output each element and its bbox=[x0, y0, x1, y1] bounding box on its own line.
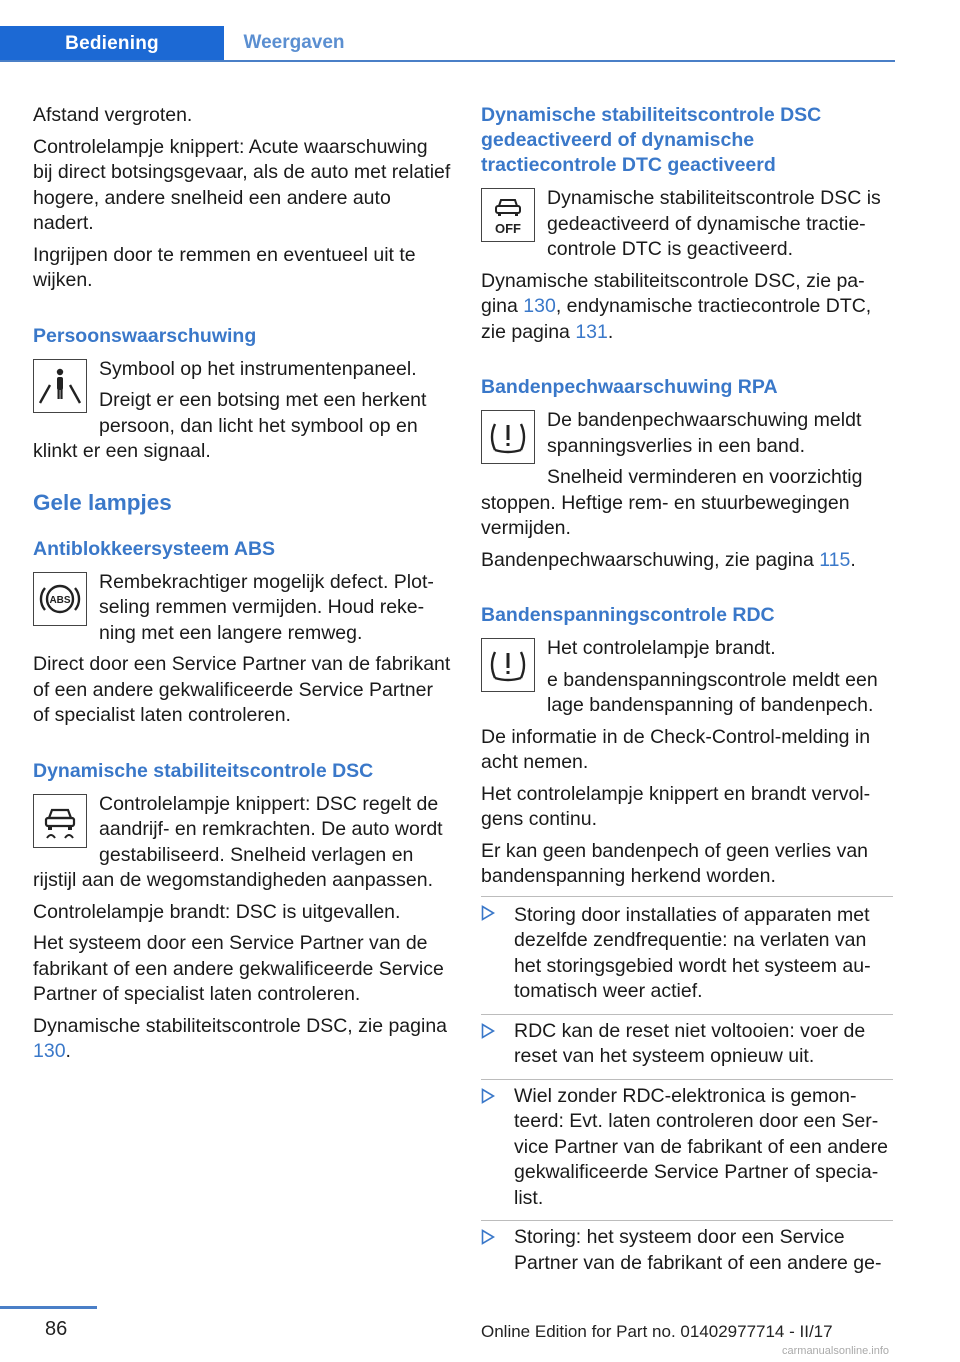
left-column bbox=[33, 103, 451, 1071]
paragraph: Controlelampje knippert: DSC regelt de aandrijf- en remkrachten. De auto wordt gestabiliseerd. Snelheid verlagen en rijstijl aan de wegomstandigheden aanpassen. bbox=[33, 792, 443, 891]
triangle-bullet-icon bbox=[481, 1023, 495, 1039]
tab-weergaven[interactable]: Weergaven bbox=[243, 32, 345, 53]
paragraph: Controlelampje knippert: Acute waarschuwing bij direct botsingsgevaar, als de auto met relatief hogere, andere snelheid een andere auto nadert. bbox=[33, 135, 451, 234]
paragraph: Dreigt er een botsing met een herkent persoon, dan licht het symbool op en klinkt er een signaal. bbox=[33, 389, 427, 462]
page-link-130[interactable]: 130 bbox=[523, 295, 556, 317]
paragraph-with-link: Dynamische stabiliteitscontrole DSC, zie pagina 130. bbox=[33, 1014, 448, 1062]
paragraph: e bandenspanningscontrole meldt een lage bandenspanning of bandenpech. bbox=[547, 668, 878, 716]
paragraph: Het controlelampje brandt. bbox=[547, 637, 776, 659]
watermark: carmanualsonline.info bbox=[782, 1345, 890, 1357]
page-number: 86 bbox=[45, 1318, 68, 1340]
dsc-off-icon bbox=[481, 188, 535, 242]
triangle-bullet-icon bbox=[481, 1088, 495, 1104]
paragraph: Ingrijpen door te remmen en eventueel uit te wijken. bbox=[33, 243, 416, 291]
list-item: Wiel zonder RDC-elektronica is gemonteerd: Evt. laten controleren door een Service Partner van de fabrikant of een andere gekwalificeerde Service Partner of specialist. bbox=[481, 1079, 893, 1221]
header-tabs bbox=[0, 26, 895, 62]
paragraph: Direct door een Service Partner van de fabrikant of een andere gekwalificeerde Service Partner of specialist laten controleren. bbox=[33, 653, 451, 726]
page-link-131[interactable]: 131 bbox=[575, 320, 608, 343]
svg-text:ABS: ABS bbox=[49, 594, 71, 606]
header-rule bbox=[0, 60, 895, 62]
section-heading-abs: Antiblokkeersysteem ABS bbox=[33, 537, 276, 560]
footer-rule bbox=[0, 1306, 97, 1309]
section-heading-rpa: Bandenpechwaarschuwing RPA bbox=[481, 376, 778, 398]
tire-warning-icon bbox=[481, 638, 535, 692]
paragraph: Rembekrachtiger mogelijk defect. Plotseling remmen vermijden. Houd rekening met een langere remweg. bbox=[99, 570, 434, 644]
dsc-icon bbox=[33, 794, 87, 848]
svg-text:OFF: OFF bbox=[495, 221, 521, 236]
list-item: Storing door installaties of apparaten met dezelfde zendfrequentie: na verlaten van het storingsgebied wordt het systeem automatisch weer actief. bbox=[481, 896, 893, 1014]
edition-note: Online Edition for Part no. 01402977714 - II/17 bbox=[481, 1322, 833, 1341]
tire-warning-icon bbox=[481, 410, 535, 464]
tab-bediening[interactable]: Bediening bbox=[0, 26, 224, 62]
paragraph: De informatie in de Check-Control-melding in acht nemen. bbox=[481, 725, 871, 773]
section-heading-dsc-off: Dynamische stabiliteitscontrole DSC gedeactiveerd of dynamische tractiecontrole DTC geactiveerd bbox=[481, 104, 822, 176]
paragraph: Snelheid verminderen en voorzichtig stoppen. Heftige rem- en stuurbewegingen vermijden. bbox=[481, 466, 863, 539]
triangle-bullet-icon bbox=[481, 905, 495, 921]
paragraph: Symbool op het instrumentenpaneel. bbox=[99, 357, 417, 380]
section-heading-persoonswaarschuwing: Persoonswaarschuwing bbox=[33, 324, 257, 347]
paragraph: Afstand vergroten. bbox=[33, 104, 193, 126]
page-link-130[interactable]: 130 bbox=[33, 1040, 66, 1062]
paragraph: Dynamische stabiliteitscontrole DSC is gedeactiveerd of dynamische tractiecontrole DTC is geactiveerd. bbox=[547, 187, 881, 260]
paragraph: Het controlelampje knippert en brandt vervolgens continu. bbox=[481, 782, 871, 830]
paragraph: Het systeem door een Service Partner van de fabrikant of een andere gekwalificeerde Service Partner of specialist laten controleren. bbox=[33, 932, 444, 1005]
paragraph-with-link: Dynamische stabiliteitscontrole DSC, zie pagina 130, endynamische tractiecontrole DTC, zie pagina 131. bbox=[481, 269, 872, 343]
section-heading-dsc: Dynamische stabiliteitscontrole DSC bbox=[33, 759, 374, 782]
section-heading-rdc: Bandenspanningscontrole RDC bbox=[481, 604, 775, 626]
pedestrian-warning-icon bbox=[33, 359, 87, 413]
paragraph: Controlelampje brandt: DSC is uitgevallen. bbox=[33, 900, 401, 923]
rdc-fault-list bbox=[481, 896, 893, 1286]
page-link-115[interactable]: 115 bbox=[819, 548, 851, 571]
paragraph-with-link: Bandenpechwaarschuwing, zie pagina 115. bbox=[481, 548, 856, 571]
paragraph: Er kan geen bandenpech of geen verlies van bandenspanning herkend worden. bbox=[481, 839, 869, 887]
section-heading-gele-lampjes: Gele lampjes bbox=[33, 489, 172, 515]
list-item: RDC kan de reset niet voltooien: voer de reset van het systeem opnieuw uit. bbox=[481, 1014, 893, 1079]
abs-icon bbox=[33, 572, 87, 626]
right-column bbox=[481, 103, 893, 1285]
triangle-bullet-icon bbox=[481, 1229, 495, 1245]
list-item: Storing: het systeem door een Service Partner van de fabrikant of een andere ge- bbox=[481, 1220, 893, 1285]
paragraph: De bandenpechwaarschuwing meldt spanningsverlies in een band. bbox=[547, 409, 862, 457]
